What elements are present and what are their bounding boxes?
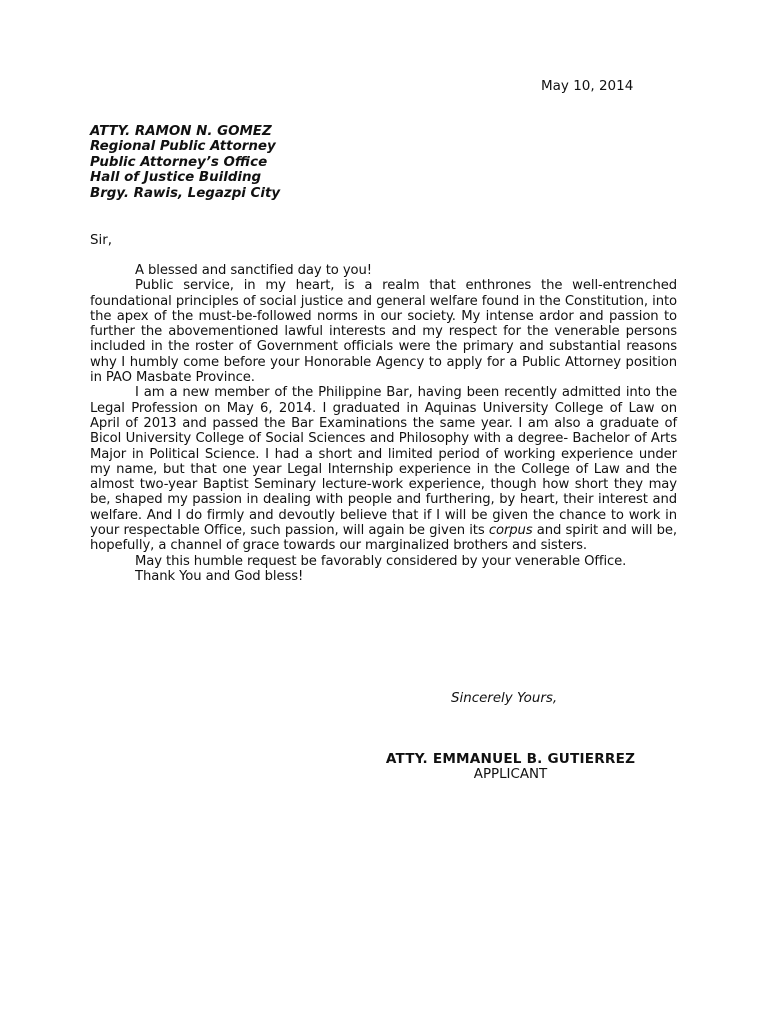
paragraph-2-italic-word: corpus xyxy=(488,523,533,539)
signer-title: APPLICANT xyxy=(473,767,548,783)
recipient-building: Hall of Justice Building xyxy=(90,170,262,186)
greeting-paragraph: A blessed and sanctified day to you! xyxy=(135,263,372,278)
recipient-name: ATTY. RAMON N. GOMEZ xyxy=(90,124,272,139)
body-paragraph-3: May this humble request be favorably considered by your venerable Office. xyxy=(135,553,627,569)
body-paragraph-4: Thank You and God bless! xyxy=(135,568,304,584)
body-paragraph-1: Public service, in my heart, is a realm that enthrones the well-entrenched foundational principles of social justice and general welfare found in the Constitution, into the apex of the must-be-followed norms in our society. My intense ardor and passion to further the abovementioned lawful interests and my respect for the venerable persons included in the roster of Government officials were the primary and substantial reasons why I humbly come before your Honorable Agency to apply for a Public Attorney position in PAO Masbate Province. xyxy=(90,278,677,386)
complimentary-close: Sincerely Yours, xyxy=(451,691,558,706)
paragraph-2-text-start: I am a new member of the Philippine Bar, having been recently admitted into the Legal Profession on May 6, 2014. I graduated in Aquinas University College of Law on April of 2013 and passed the Bar Examinations the same year. I am also a graduate of Bicol University College of Social Sciences and Philosophy with a degree- Bachelor of Arts Major in Political Science. I had a short and limited period of working experience under my name, but that one year Legal Internship experience in the College of Law and the almost two-year Baptist Seminary lecture-work experience, though how short they may be, shaped my passion in dealing with people and furthering, by heart, their interest and welfare. And I do firmly and devoutly believe that if I will be given the chance to work in your respectable Office, such passion, will again be given its xyxy=(90,385,677,539)
letter-body xyxy=(90,263,677,584)
recipient-block xyxy=(90,124,280,201)
paragraph-2-text-end: and spirit and will be, hopefully, a channel of grace towards our marginalized brothers and sisters. xyxy=(90,523,678,554)
salutation: Sir, xyxy=(90,233,112,248)
recipient-position: Regional Public Attorney xyxy=(90,139,276,155)
letter-date: May 10, 2014 xyxy=(541,78,634,94)
signer-name: ATTY. EMMANUEL B. GUTIERREZ xyxy=(385,751,636,767)
signature-block xyxy=(368,752,653,783)
recipient-address: Brgy. Rawis, Legazpi City xyxy=(90,185,281,201)
recipient-office: Public Attorney’s Office xyxy=(90,154,268,170)
body-paragraph-2 xyxy=(90,385,677,553)
